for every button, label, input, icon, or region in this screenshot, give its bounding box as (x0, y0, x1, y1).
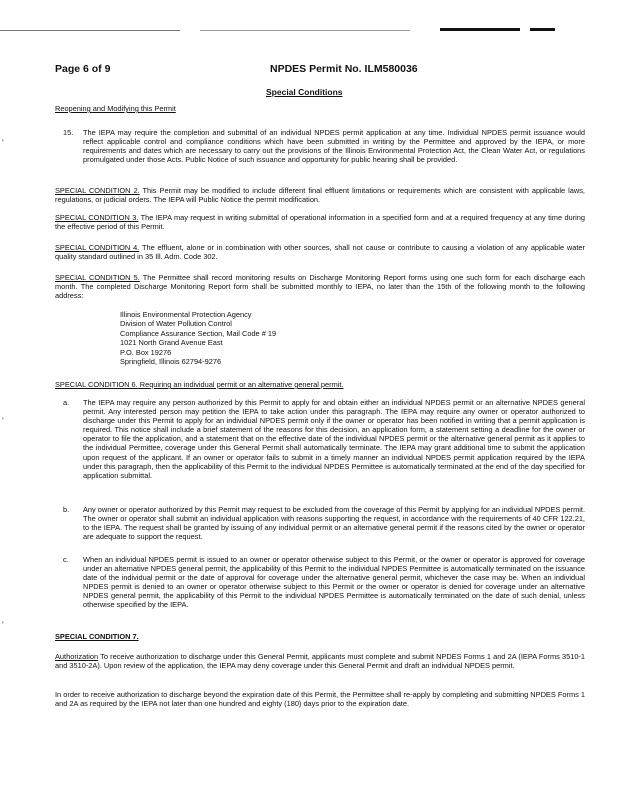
condition-label: SPECIAL CONDITION 5. (55, 273, 140, 282)
paragraph-text: The IEPA may require the completion and submittal of an individual NPDES permit application at any time. Individual NPDES permit issuance would reflect applicable control and compliance conditions which have been submitted in writing by the Permittee and approved by the IEPA, or more requirements and dates which are necessary to carry out the provisions of the Illinois Environmental Protection Act, the Clean Water Act, or regulations promulgated under those Acts. Public Notice of such issuance and opportunity for public hearing shall be provided. (83, 128, 585, 165)
condition-label: SPECIAL CONDITION 6. (55, 380, 138, 389)
authorization-text: To receive authorization to discharge under this General Permit, applicants must complete and submit NPDES Forms 1 and 2A (IEPA Forms 3510-1 and 3510-2A). Upon review of the application, the IEPA may deny coverage under this General Permit and draft an individual NPDES permit. (55, 652, 585, 671)
special-condition-2 (55, 186, 585, 204)
condition-text: The Permittee shall record monitoring results on Discharge Monitoring Report forms using one such form for each discharge each month. The completed Discharge Monitoring Report form shall be submitted monthly to IEPA, no later than the 15th of the following month to the following address: (55, 273, 585, 301)
condition-label: SPECIAL CONDITION 7. (55, 632, 139, 641)
condition-label: SPECIAL CONDITION 3. (55, 213, 139, 222)
condition-title: Requiring an individual permit or an alternative general permit. (137, 380, 344, 389)
item-label: b. (63, 505, 70, 514)
condition-label: SPECIAL CONDITION 4. (55, 243, 140, 252)
page-number: Page 6 of 9 (55, 63, 111, 75)
address-line: Illinois Environmental Protection Agency (120, 310, 252, 319)
condition-text: The IEPA may request in writing submittal of operational information in a specified form and at a required frequency at any time during the effective period of this Permit. (55, 213, 585, 232)
address-line: P.O. Box 19276 (120, 347, 172, 357)
special-condition-3 (55, 213, 585, 231)
authorization-label: Authorization (55, 652, 99, 661)
address-line: Compliance Assurance Section, Mail Code # 19 (120, 328, 277, 338)
special-condition-4 (55, 243, 585, 261)
item-text: Any owner or operator authorized by this Permit may request to be excluded from the coverage of this Permit by applying for an individual NPDES permit. The owner or operator shall submit an individual application with reasons supporting the request, in accordance with the requirements of 40 CFR 122.21, to the IEPA. The request shall be granted by issuing of any individual permit or an alternative general permit if the reasons cited by the owner or operator are adequate to support the request. (83, 505, 585, 542)
scan-artifact-bar (530, 28, 555, 31)
permit-number: NPDES Permit No. ILM580036 (270, 63, 418, 75)
condition-label: SPECIAL CONDITION 2. (55, 186, 140, 195)
address-line: Springfield, Illinois 62794-9276 (120, 357, 222, 367)
address-line: Division of Water Pollution Control (120, 319, 232, 329)
paragraph-number: 15. (63, 128, 74, 137)
scan-artifact-line (200, 30, 410, 31)
item-text: The IEPA may require any person authorized by this Permit to apply for and obtain either an individual NPDES permit or an alternative NPDES general permit. Any interested person may petition the IEPA to take action under this paragraph. The IEPA may require any owner or operator authorized to discharge under this Permit to apply for an individual NPDES permit only if the owner or operator has been notified in writing that a permit application is required. This notice shall include a brief statement of the reasons for this decision, an application form, a statement setting a deadline for the owner or operator to file the application, and a statement that on the effective date of the individual NPDES permit or the alternative general permit as it applies to the individual Permittee, coverage under this General Permit shall automatically terminate. The IEPA may grant additional time to submit the application upon request of the applicant. If an owner or operator fails to submit in a timely manner an individual NPDES permit application required by the IEPA under this paragraph, then the applicability of this Permit to the individual NPDES Permittee is automatically terminated at the end of the day specified for application submittal. (83, 398, 585, 480)
special-condition-7 (55, 632, 585, 641)
item-label: a. (63, 398, 70, 407)
page-header (55, 63, 585, 77)
mailing-address (120, 310, 276, 366)
special-condition-6 (55, 380, 585, 389)
special-conditions-title: Special Conditions (266, 87, 343, 97)
condition-text: This Permit may be modified to include different final effluent limitations or requirements which are consistent with applicable laws, regulations, or judicial orders. The IEPA will Public Notice the permit modification. (55, 186, 585, 205)
margin-mark: ' (2, 620, 4, 630)
address-line: 1021 North Grand Avenue East (120, 338, 223, 348)
authorization-paragraph (55, 652, 585, 670)
reopening-heading (55, 104, 585, 113)
condition-text: The effluent, alone or in combination with other sources, shall not cause or contribute to causing a violation of any applicable water quality standard outlined in 35 Ill. Adm. Code 302. (55, 243, 586, 262)
scan-artifact-line (0, 30, 180, 31)
margin-mark: ' (2, 416, 4, 426)
item-label: c. (63, 555, 69, 564)
special-condition-5 (55, 273, 585, 300)
margin-mark: ' (2, 138, 4, 148)
final-paragraph: In order to receive authorization to discharge beyond the expiration date of this Permit, the Permittee shall re-apply by completing and submitting NPDES Forms 1 and 2A as required by the IEPA not later than one hundred and eighty (180) days prior to the expiration date. (55, 690, 585, 709)
reopening-title: Reopening and Modifying this Permit (55, 104, 176, 113)
item-text: When an individual NPDES permit is issued to an owner or operator otherwise subject to this Permit, or the owner or operator is approved for coverage under an alternative NPDES general permit, the applicability of this Permit to the individual NPDES Permittee is automatically terminated on the issuance date of the individual permit or the date of approval for coverage under the alternative general permit, whichever the case may be. When an individual NPDES permit is denied to an owner or operator otherwise subject to this Permit or the owner or operator is denied for coverage under an alternative NPDES general permit, the applicability of this Permit to the individual NPDES Permittee is automatically terminated on the date of such denial, unless otherwise specified by the IEPA. (83, 555, 585, 610)
scan-artifact-bar (440, 28, 520, 31)
